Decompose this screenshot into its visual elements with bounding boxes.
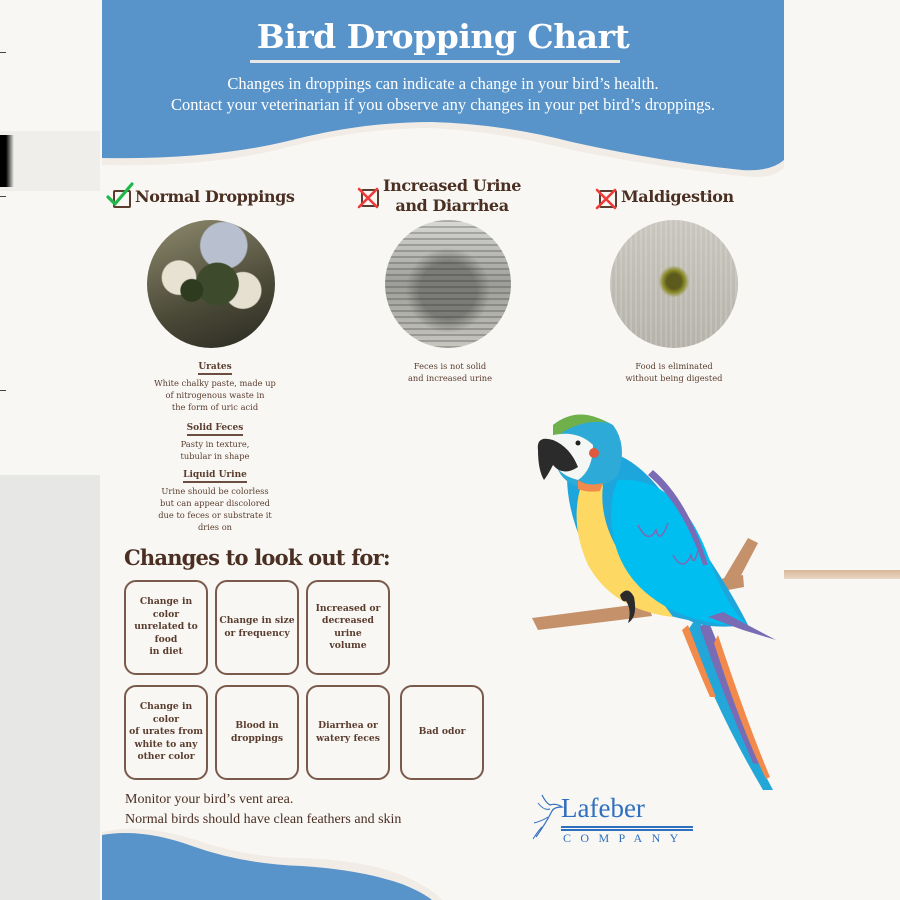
cross-icon: [355, 183, 381, 209]
urates-heading: Urates: [198, 361, 231, 375]
edge-artifact: [0, 131, 100, 191]
solid-feces-heading: Solid Feces: [187, 422, 244, 436]
increased-urine-description: Feces is not solid and increased urine: [407, 361, 493, 383]
category-label: Maldigestion: [621, 187, 734, 206]
cross-icon: [593, 184, 619, 210]
category-increased-urine: [355, 176, 521, 216]
category-maldigestion: [593, 184, 734, 210]
parrot-illustration: [508, 405, 808, 805]
category-label: Increased Urine and Diarrhea: [383, 176, 522, 215]
monitor-note: Monitor your bird’s vent area. Normal birds should have clean feathers and skin: [125, 792, 402, 827]
change-card: Blood in droppings: [215, 685, 299, 780]
subtitle: [102, 73, 784, 115]
liquid-urine-note: Liquid Urine Urine should be colorless but can appear discolored due to feces or substrate it dries on: [158, 470, 272, 532]
change-card: Diarrhea or watery feces: [306, 685, 390, 780]
maldigestion-description: Food is eliminated without being digested: [625, 361, 723, 383]
urates-note: Urates White chalky paste, made up of nitrogenous waste in the form of uric acid: [154, 362, 276, 412]
edge-tick: [0, 52, 6, 53]
normal-droppings-photo: [147, 220, 275, 348]
logo-name: Lafeber: [561, 793, 645, 823]
increased-urine-photo: [385, 220, 511, 348]
liquid-urine-heading: Liquid Urine: [183, 469, 247, 483]
change-card: Change in color of urates from white to any other color: [124, 685, 208, 780]
change-card: Change in color unrelated to food in diet: [124, 580, 208, 675]
logo-company: COMPANY: [563, 831, 688, 845]
maldigestion-photo: [610, 220, 738, 348]
category-normal-droppings: [107, 184, 295, 210]
edge-tick: [0, 196, 6, 197]
change-card: Change in size or frequency: [215, 580, 299, 675]
title-underline: [250, 60, 620, 63]
category-label: Normal Droppings: [135, 187, 295, 206]
changes-title: Changes to look out for:: [124, 545, 390, 570]
change-card: Increased or decreased urine volume: [306, 580, 390, 675]
subtitle-line-2: Contact your veterinarian if you observe any changes in your pet bird’s droppings.: [171, 95, 715, 114]
edge-tick: [0, 390, 6, 391]
check-icon: [107, 184, 133, 210]
edge-artifact: [0, 475, 100, 900]
page-title: Bird Dropping Chart: [256, 17, 630, 56]
solid-feces-note: Solid Feces Pasty in texture, tubular in shape: [180, 423, 250, 461]
change-card: Bad odor: [400, 685, 484, 780]
logo-rule: [561, 826, 693, 828]
subtitle-line-1: Changes in droppings can indicate a change in your bird’s health.: [227, 74, 659, 93]
